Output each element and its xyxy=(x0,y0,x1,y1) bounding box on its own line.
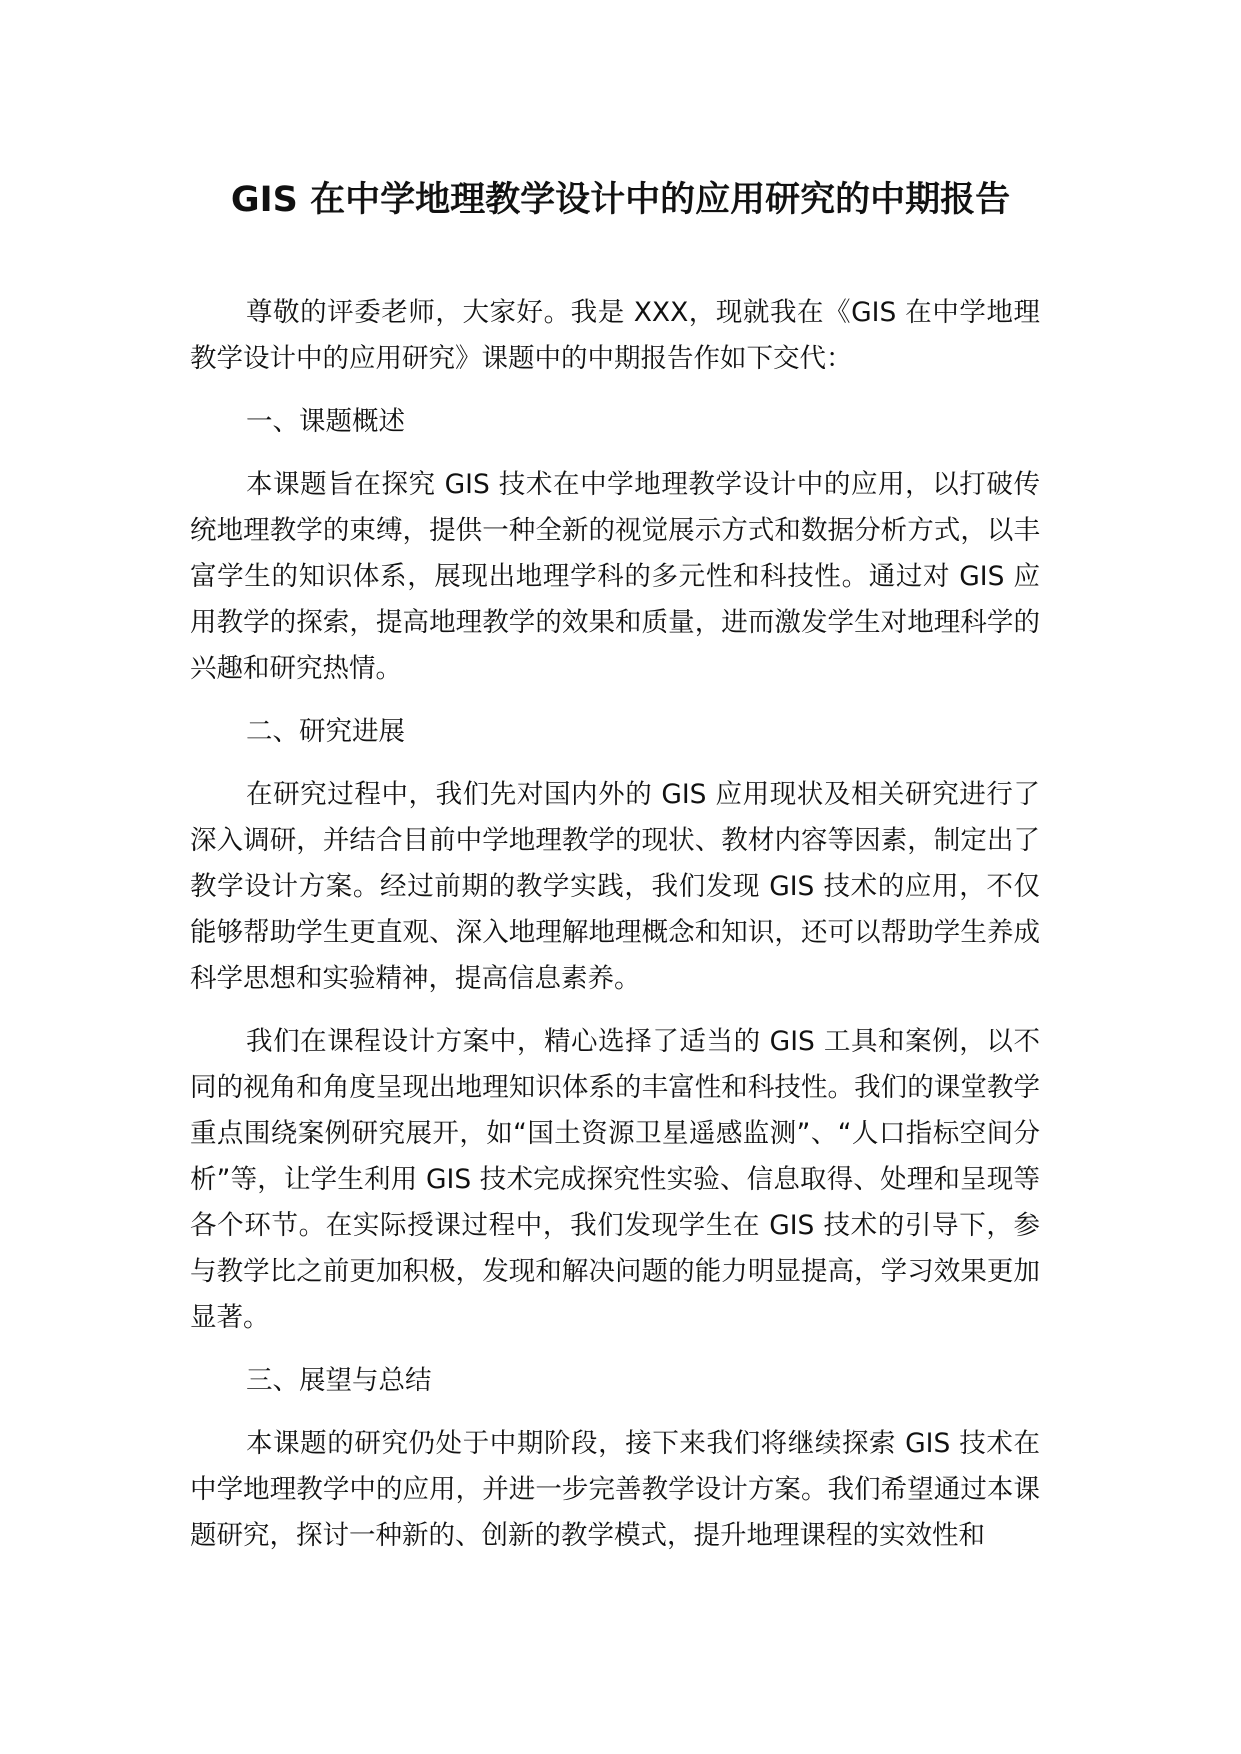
section-heading-overview: 一、课题概述 xyxy=(246,406,405,437)
progress-paragraph-2: 我们在课程设计方案中，精心选择了适当的 GIS 工具和案例，以不同的视角和角度呈现出地理知识体系的丰富性和科技性。我们的课堂教学重点围绕案例研究展开，如“国土资源卫星遥感监测”、“人口指标空间分析”等，让学生利用 GIS 技术完成探究性实验、信息取得、处理和呈现等各个环节。在实际授课过程中，我们发现学生在 GIS 技术的引导下，参与教学比之前更加积极，发现和解决问题的能力明显提高，学习效果更加显著。 xyxy=(190,1026,1040,1333)
section-heading-progress: 二、研究进展 xyxy=(246,716,405,747)
document-title: GIS 在中学地理教学设计中的应用研究的中期报告 xyxy=(230,180,1011,220)
document-body xyxy=(190,290,1040,1576)
intro-paragraph: 尊敬的评委老师，大家好。我是 XXX，现就我在《GIS 在中学地理教学设计中的应用研究》课题中的中期报告作如下交代： xyxy=(190,297,1040,374)
overview-paragraph: 本课题旨在探究 GIS 技术在中学地理教学设计中的应用，以打破传统地理教学的束缚，提供一种全新的视觉展示方式和数据分析方式，以丰富学生的知识体系，展现出地理学科的多元性和科技性。通过对 GIS 应用教学的探索，提高地理教学的效果和质量，进而激发学生对地理科学的兴趣和研究热情。 xyxy=(190,469,1040,684)
progress-paragraph-1: 在研究过程中，我们先对国内外的 GIS 应用现状及相关研究进行了深入调研，并结合目前中学地理教学的现状、教材内容等因素，制定出了教学设计方案。经过前期的教学实践，我们发现 GIS 技术的应用，不仅能够帮助学生更直观、深入地理解地理概念和知识，还可以帮助学生养成科学思想和实验精神，提高信息素养。 xyxy=(190,779,1040,994)
outlook-paragraph: 本课题的研究仍处于中期阶段，接下来我们将继续探索 GIS 技术在中学地理教学中的应用，并进一步完善教学设计方案。我们希望通过本课题研究，探讨一种新的、创新的教学模式，提升地理课程的实效性和 xyxy=(190,1428,1040,1551)
section-heading-outlook: 三、展望与总结 xyxy=(246,1365,432,1396)
